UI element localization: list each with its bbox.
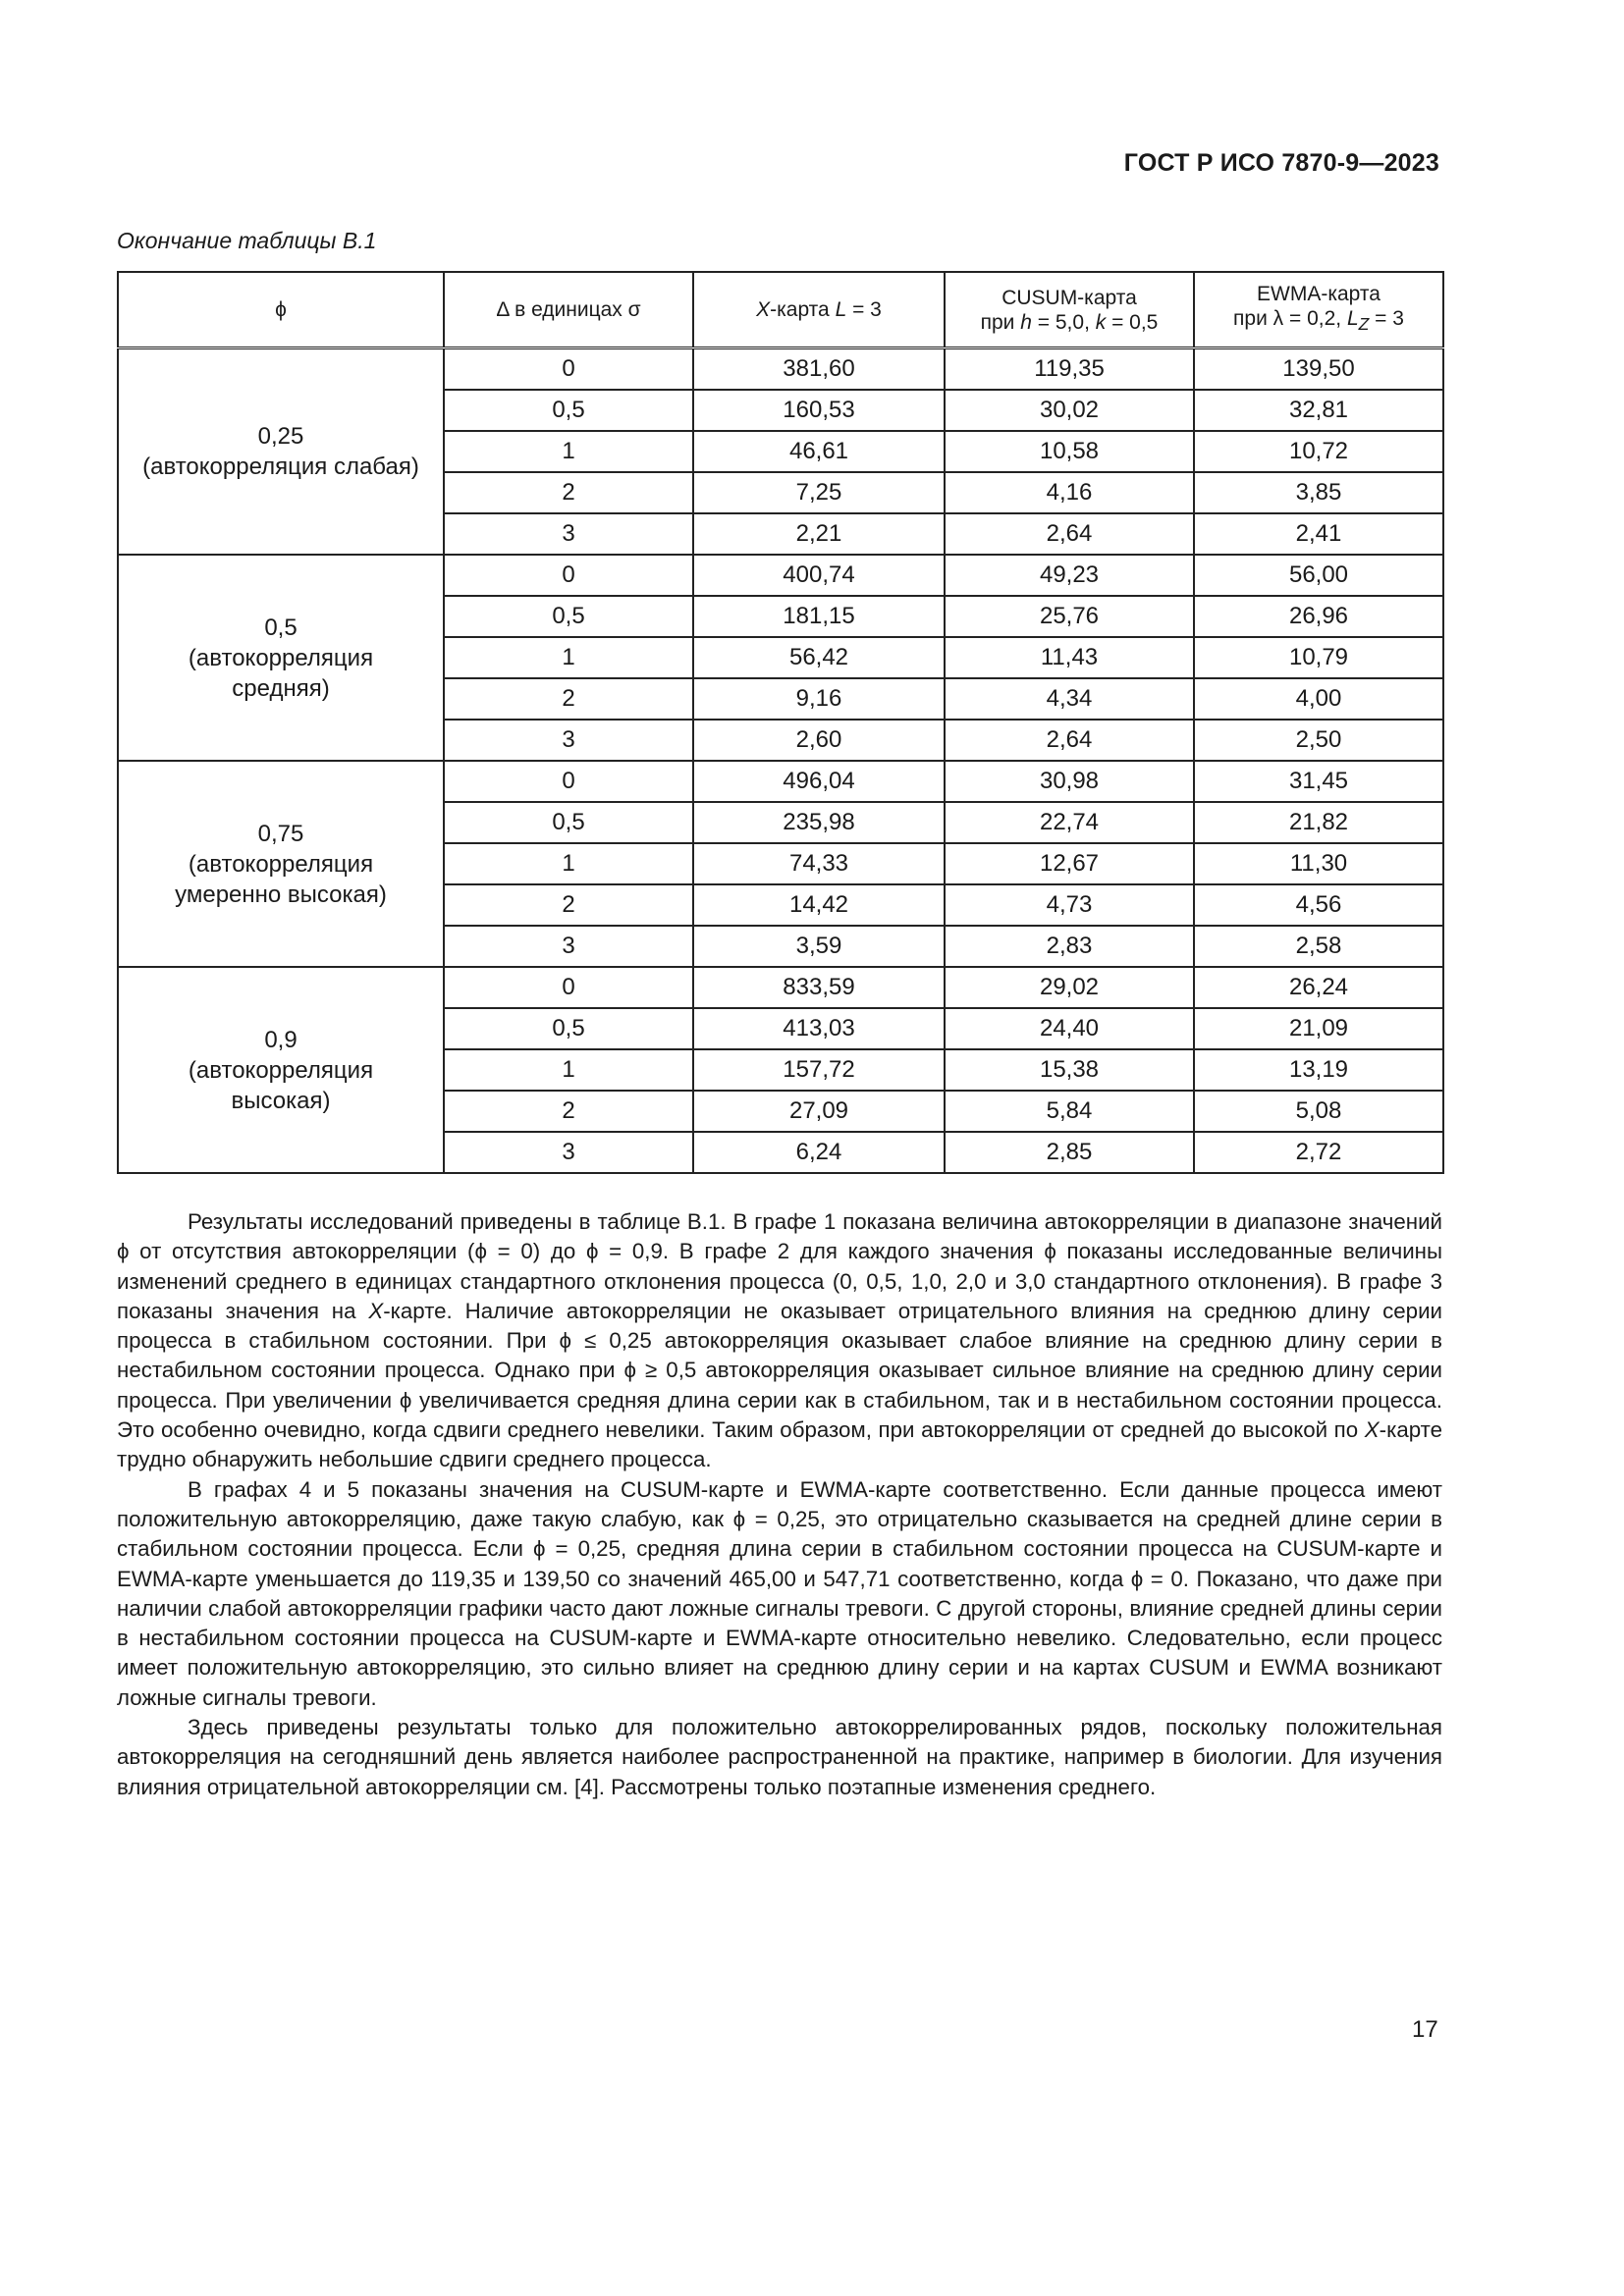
arl-table [117, 271, 1444, 1174]
col-header-delta: Δ в единицах σ [444, 272, 693, 348]
phi-group-cell: 0,75 (автокорреляция умеренно высокая) [118, 761, 444, 967]
table-row: 0,5 160,53 30,02 32,81 [118, 390, 1443, 431]
table-row: 3 2,60 2,64 2,50 [118, 720, 1443, 761]
paragraph-1: Результаты исследований приведены в таблице B.1. В графе 1 показана величина автокорреляции в диапазоне значений ϕ от отсутствия автокорреляции (ϕ = 0) до ϕ = 0,9. В графе 2 для каждого значения ϕ показаны исследованные величины изменений среднего в единицах стандартного отклонения процесса (0, 0,5, 1,0, 2,0 и 3,0 стандартного отклонения). В графе 3 показаны значения на X-карте. Наличие автокорреляции не оказывает отрицательного влияния на среднюю длину серии процесса в стабильном состоянии. При ϕ ≤ 0,25 автокорреляция оказывает слабое влияние на среднюю длину серии в нестабильном состоянии процесса. Однако при ϕ ≥ 0,5 автокорреляция оказывает сильное влияние на среднюю длину серии процесса. При увеличении ϕ увеличивается средняя длина серии как в стабильном, так и в нестабильном состоянии процесса. Это особенно очевидно, когда сдвиги среднего невелики. Таким образом, при автокорреляции от средней до высокой по X-карте трудно обнаружить небольшие сдвиги среднего процесса. [117, 1209, 1442, 1472]
col-header-cusum: CUSUM-карта при h = 5,0, k = 0,5 [945, 272, 1194, 348]
table-row: 2 14,42 4,73 4,56 [118, 884, 1443, 926]
paragraph-3: Здесь приведены результаты только для положительно автокоррелированных рядов, поскольку положительная автокорреляция на сегодняшний день является наиболее распространенной на практике, например в биологии. Для изучения влияния отрицательной автокорреляции см. [4]. Рассмотрены только поэтапные изменения среднего. [117, 1715, 1442, 1799]
table-caption: Окончание таблицы B.1 [117, 228, 377, 253]
col-header-phi: ϕ [118, 272, 444, 348]
table-row: 0,25 (автокорреляция слабая) 0 381,60 119,35 139,50 [118, 348, 1443, 391]
table-row: 1 74,33 12,67 11,30 [118, 843, 1443, 884]
body-text [117, 1207, 1442, 1802]
table-row: 2 9,16 4,34 4,00 [118, 678, 1443, 720]
col-header-xchart: X-карта L = 3 [693, 272, 945, 348]
table-row: 1 46,61 10,58 10,72 [118, 431, 1443, 472]
phi-group-cell: 0,9 (автокорреляция высокая) [118, 967, 444, 1173]
page-number: 17 [1412, 2016, 1438, 2043]
table-header-row [118, 272, 1443, 348]
table-row: 1 56,42 11,43 10,79 [118, 637, 1443, 678]
table-row: 0,5 413,03 24,40 21,09 [118, 1008, 1443, 1049]
table-row: 3 2,21 2,64 2,41 [118, 513, 1443, 555]
table-row: 0,75 (автокорреляция умеренно высокая) 0 496,04 30,98 31,45 [118, 761, 1443, 802]
table-row: 0,9 (автокорреляция высокая) 0 833,59 29,02 26,24 [118, 967, 1443, 1008]
table-row: 2 7,25 4,16 3,85 [118, 472, 1443, 513]
table-row: 3 6,24 2,85 2,72 [118, 1132, 1443, 1173]
col-header-ewma: EWMA-карта при λ = 0,2, $L_Z = 3$ [1194, 272, 1443, 348]
standard-designation: ГОСТ Р ИСО 7870-9—2023 [1123, 149, 1439, 177]
table-row: 1 157,72 15,38 13,19 [118, 1049, 1443, 1091]
table-row: 2 27,09 5,84 5,08 [118, 1091, 1443, 1132]
phi-group-cell: 0,25 (автокорреляция слабая) [118, 348, 444, 556]
table-row: 0,5 181,15 25,76 26,96 [118, 596, 1443, 637]
table-row: 3 3,59 2,83 2,58 [118, 926, 1443, 967]
table-row: 0,5 235,98 22,74 21,82 [118, 802, 1443, 843]
paragraph-2: В графах 4 и 5 показаны значения на CUSUM-карте и EWMA-карте соответственно. Если данные процесса имеют положительную автокорреляцию, даже такую слабую, как ϕ = 0,25, это отрицательно сказывается на средней длине серии в стабильном состоянии процесса. Если ϕ = 0,25, средняя длина серии в стабильном состоянии процесса на CUSUM-карте и EWMA-карте уменьшается до 119,35 и 139,50 со значений 465,00 и 547,71 соответственно, когда ϕ = 0. Показано, что даже при наличии слабой автокорреляции графики часто дают ложные сигналы тревоги. С другой стороны, влияние средней длины серии в нестабильном состоянии процесса на CUSUM-карте и EWMA-карте относительно невелико. Следовательно, если процесс имеет положительную автокорреляцию, это сильно влияет на среднюю длину серии и на картах CUSUM и EWMA возникают ложные сигналы тревоги. [117, 1476, 1442, 1710]
table-row: 0,5 (автокорреляция средняя) 0 400,74 49,23 56,00 [118, 555, 1443, 596]
phi-group-cell: 0,5 (автокорреляция средняя) [118, 555, 444, 761]
